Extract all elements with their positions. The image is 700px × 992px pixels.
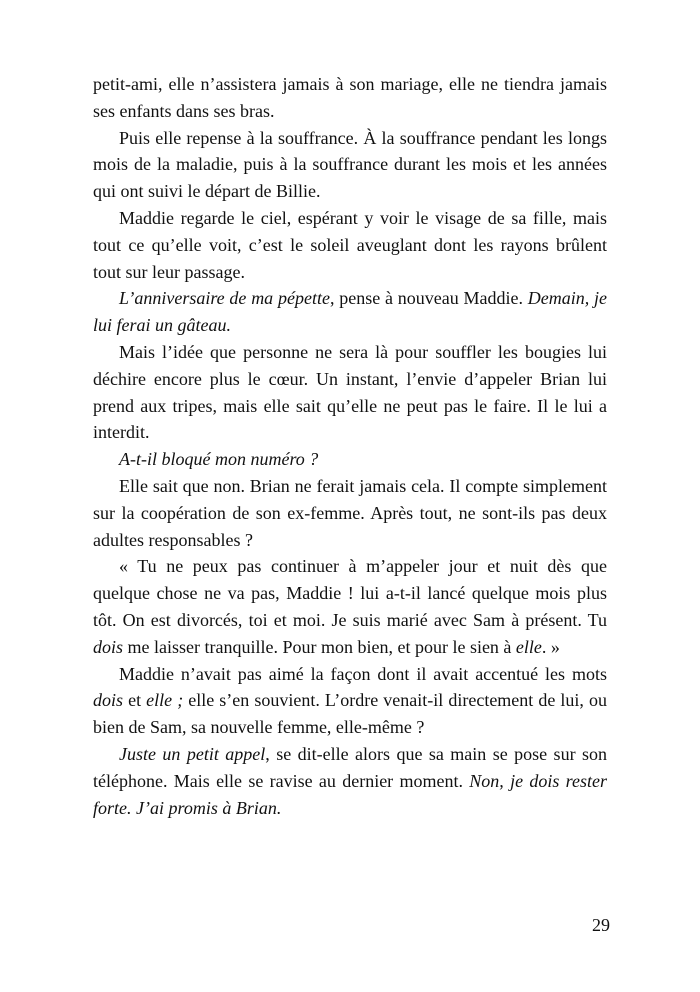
paragraph [93, 741, 607, 821]
paragraph [93, 339, 607, 446]
italic-run: Juste un petit appel [119, 743, 266, 764]
italic-run: Non, je dois rester forte. J’ai promis à Brian. [93, 770, 608, 818]
text-run: . » [541, 636, 560, 657]
text-run: Puis elle repense à la souffrance. À la souffrance pendant les longs mois de la maladie, puis à la souffrance durant les mois et les années qui ont suivi le départ de Billie. [93, 127, 607, 202]
paragraph [93, 473, 607, 553]
paragraph [93, 285, 607, 339]
text-run: petit-ami, elle n’assistera jamais à son mariage, elle ne tiendra jamais ses enfants dans ses bras. [93, 74, 607, 121]
text-run: , se dit-elle alors que sa main se pose sur son téléphone. Mais elle se ravise au dernier moment. [93, 743, 607, 791]
italic-run: L’anniversaire de ma pépette [119, 288, 330, 309]
paragraph [93, 553, 607, 660]
italic-run: Demain, je lui ferai un gâteau. [93, 288, 608, 336]
text-run: elle s’en souvient. L’ordre venait-il directement de lui, ou bien de Sam, sa nouvelle femme, elle-même ? [93, 690, 607, 738]
text-run: et [123, 690, 147, 711]
paragraph [93, 661, 607, 741]
paragraph [93, 125, 607, 205]
italic-run: dois [93, 690, 124, 711]
text-run: me laisser tranquille. Pour mon bien, et pour le sien à [123, 636, 516, 657]
text-run: Maddie regarde le ciel, espérant y voir le visage de sa fille, mais tout ce qu’elle voit, c’est le soleil aveuglant dont les rayons brûlent tout sur leur passage. [93, 207, 607, 282]
paragraph [93, 446, 607, 473]
text-run: « Tu ne peux pas continuer à m’appeler jour et nuit dès que quelque chose ne va pas, Maddie ! lui a-t-il lancé quelque mois plus tôt. On est divorcés, toi et moi. Je suis marié avec Sam à présent. Tu [93, 556, 607, 630]
italic-run: A-t-il bloqué mon numéro ? [119, 449, 319, 470]
page-body [93, 71, 607, 821]
text-run: , pense à nouveau Maddie. [329, 288, 528, 309]
italic-run: elle [515, 636, 542, 657]
text-run: Mais l’idée que personne ne sera là pour souffler les bougies lui déchire encore plus le cœur. Un instant, l’envie d’appeler Brian lui prend aux tripes, mais elle sait qu’elle ne peut pas le faire. Il le lui a interdit. [93, 341, 607, 443]
paragraph [93, 205, 607, 285]
page-number: 29 [592, 915, 610, 935]
italic-run: dois [93, 636, 124, 657]
text-run: Maddie n’avait pas aimé la façon dont il avait accentué les mots [119, 663, 607, 684]
text-run: Elle sait que non. Brian ne ferait jamais cela. Il compte simplement sur la coopération de son ex-femme. Après tout, ne sont-ils pas deux adultes responsables ? [93, 475, 607, 550]
italic-run: elle ; [146, 690, 184, 711]
paragraph [93, 71, 607, 125]
